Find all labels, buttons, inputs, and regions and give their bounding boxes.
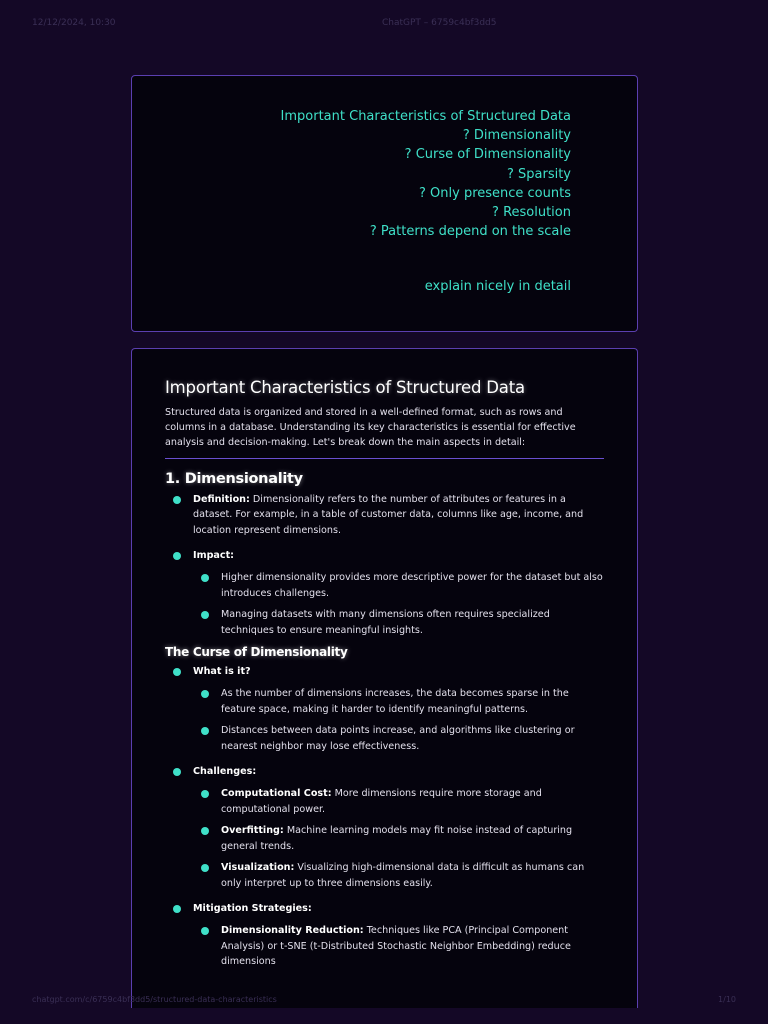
dimensionality-list xyxy=(165,492,605,639)
print-date: 12/12/2024, 10:30 xyxy=(32,18,116,28)
user-message-lines xyxy=(281,107,571,241)
what-list xyxy=(193,686,605,754)
mitigation-item-text: Techniques like PCA (Principal Component Analysis) or t-SNE (t-Distributed Stochastic Neighbor Embedding) reduce dimensions xyxy=(221,925,571,968)
challenge-text: Visualizing high-dimensional data is difficult as humans can only interpret up to three dimensions easily. xyxy=(221,862,585,889)
mitigation-item-term: Dimensionality Reduction: xyxy=(221,925,364,937)
bullet-icon xyxy=(201,727,209,735)
response-body xyxy=(165,377,605,970)
challenge-term: Overfitting: xyxy=(221,825,284,837)
bullet-icon xyxy=(201,827,209,835)
print-page-number: 1/10 xyxy=(718,995,736,1004)
user-line: ? Curse of Dimensionality xyxy=(404,147,571,163)
bullet-icon xyxy=(201,864,209,872)
curse-list xyxy=(165,664,605,970)
challenges-term: Challenges: xyxy=(193,766,257,778)
definition-term: Definition: xyxy=(193,493,250,505)
response-title: Important Characteristics of Structured Data xyxy=(165,378,525,397)
definition-text: Dimensionality refers to the number of attributes or features in a dataset. For example, in a table of customer data, columns like age, income, and location represent dimensions. xyxy=(193,493,584,536)
user-request: explain nicely in detail xyxy=(424,279,571,294)
bullet-icon xyxy=(201,611,209,619)
list-item xyxy=(193,723,605,754)
list-item xyxy=(193,607,605,638)
list-item xyxy=(193,686,605,717)
section-heading-curse: The Curse of Dimensionality xyxy=(165,645,348,660)
impact-text: Managing datasets with many dimensions often requires specialized techniques to ensure meaningful insights. xyxy=(221,609,550,636)
user-message-card xyxy=(131,75,638,332)
bullet-icon xyxy=(173,768,181,776)
bullet-icon xyxy=(201,690,209,698)
list-item xyxy=(165,664,605,754)
list-item xyxy=(193,570,605,601)
list-item xyxy=(165,901,605,969)
user-line: ? Patterns depend on the scale xyxy=(369,224,571,240)
challenges-list xyxy=(193,786,605,892)
list-item xyxy=(193,860,605,891)
challenge-term: Computational Cost: xyxy=(221,787,332,799)
response-intro: Structured data is organized and stored in a well-defined format, such as rows and columns in a database. Understanding its key characteristics is essential for effective analysis and decision-making. Let's break down the main aspects in detail: xyxy=(165,407,576,449)
list-item xyxy=(193,823,605,854)
list-item xyxy=(165,764,605,891)
user-line: ? Only presence counts xyxy=(419,185,571,201)
assistant-response-card xyxy=(131,348,638,1008)
challenge-text: More dimensions require more storage and computational power. xyxy=(221,787,542,815)
mitigation-list xyxy=(193,923,605,970)
list-item xyxy=(193,923,605,970)
list-item xyxy=(165,548,605,638)
challenge-text: Machine learning models may fit noise instead of capturing general trends. xyxy=(221,825,573,852)
print-header xyxy=(0,18,768,30)
bullet-icon xyxy=(173,496,181,504)
what-term: What is it? xyxy=(193,666,251,678)
print-url: chatgpt.com/c/6759c4bf3dd5/structured-data-characteristics xyxy=(32,995,277,1004)
user-line: ? Sparsity xyxy=(506,166,571,182)
bullet-icon xyxy=(201,574,209,582)
list-item xyxy=(165,492,605,539)
bullet-icon xyxy=(201,927,209,935)
section-divider xyxy=(165,458,604,459)
section-heading-dimensionality: 1. Dimensionality xyxy=(165,470,303,487)
bullet-icon xyxy=(201,790,209,798)
impact-text: Higher dimensionality provides more descriptive power for the dataset but also introduces challenges. xyxy=(221,571,603,599)
what-text: As the number of dimensions increases, the data becomes sparse in the feature space, making it harder to identify meaningful patterns. xyxy=(221,687,569,715)
print-footer xyxy=(0,995,768,1007)
bullet-icon xyxy=(173,905,181,913)
bullet-icon xyxy=(173,552,181,560)
list-item xyxy=(193,786,605,817)
user-line: Important Characteristics of Structured Data xyxy=(280,109,571,124)
impact-term: Impact: xyxy=(193,550,235,562)
impact-list xyxy=(193,570,605,638)
user-line: ? Dimensionality xyxy=(462,128,571,144)
bullet-icon xyxy=(173,668,181,676)
challenge-term: Visualization: xyxy=(221,862,295,874)
mitigation-term: Mitigation Strategies: xyxy=(193,903,312,915)
user-line: ? Resolution xyxy=(492,205,571,221)
what-text: Distances between data points increase, and algorithms like clustering or nearest neighbor may lose effectiveness. xyxy=(221,725,575,752)
print-doc-title: ChatGPT – 6759c4bf3dd5 xyxy=(382,18,497,28)
